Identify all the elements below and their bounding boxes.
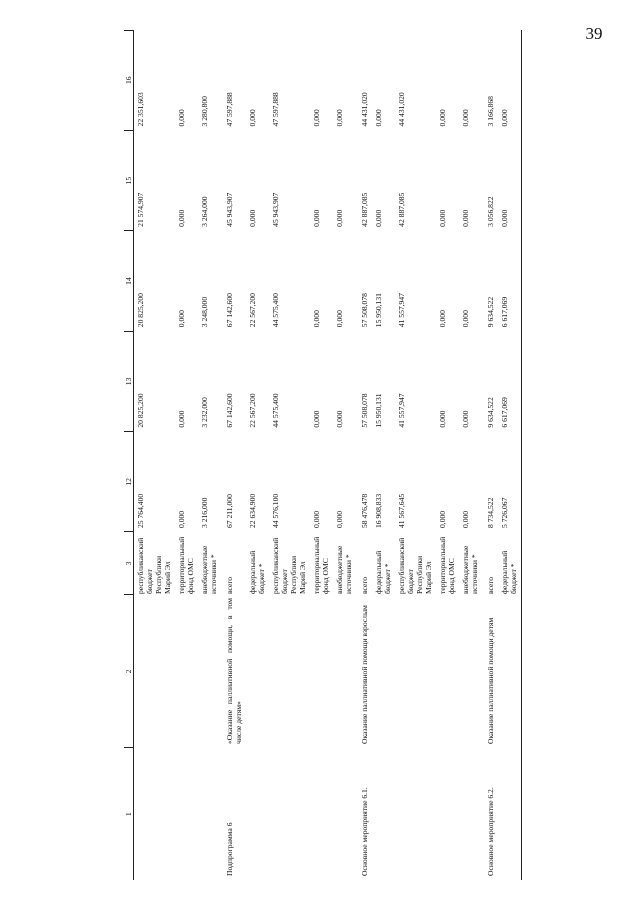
value-cell: 22 351,603 (136, 92, 145, 127)
value-cell: 47 597,888 (271, 92, 280, 127)
program-name-cell: Подпрограмма 6 (225, 822, 234, 876)
funding-source-cell: федеральный бюджет * (248, 550, 266, 594)
column-header-12: 12 (124, 432, 134, 532)
value-cell: 0,000 (312, 410, 321, 428)
program-title-cell (134, 595, 176, 748)
value-cell: 0,000 (498, 30, 522, 130)
program-name-cell (498, 748, 522, 880)
value-cell: 67 142,600 (225, 293, 234, 328)
table-row (459, 30, 482, 880)
value-cell: 3 056,822 (486, 196, 495, 227)
value-cell: 45 943,907 (225, 192, 234, 227)
table-row (198, 30, 221, 880)
value-cell: 16 908,833 (374, 493, 383, 528)
value-cell: 0,000 (177, 310, 186, 328)
value-cell: 44 576,100 (271, 493, 280, 528)
value-cell: 0,000 (498, 130, 522, 230)
value-cell: 20 825,200 (136, 293, 145, 328)
value-cell: 45 943,907 (271, 192, 280, 227)
value-cell: 0,000 (335, 410, 344, 428)
program-title-cell (175, 595, 198, 748)
funding-source-cell: внебюджетные источники * (335, 545, 353, 594)
column-header-1: 1 (124, 748, 134, 880)
value-cell: 0,000 (438, 410, 447, 428)
program-title-cell (395, 595, 436, 748)
value-cell: 67 142,600 (225, 393, 234, 428)
value-cell: 0,000 (177, 209, 186, 227)
rotated-table-container (124, 30, 611, 880)
value-cell: 0,000 (438, 310, 447, 328)
funding-source-cell: внебюджетные источники * (461, 545, 479, 594)
value-cell: 0,000 (374, 109, 383, 127)
program-title-cell: Оказание паллиативной помощи детям (486, 617, 495, 744)
value-cell: 9 634,522 (486, 296, 495, 328)
program-title-cell (372, 595, 395, 748)
value-cell: 0,000 (335, 310, 344, 328)
table-row (310, 30, 333, 880)
program-title-cell (269, 595, 310, 748)
value-cell: 57 508,078 (360, 293, 369, 328)
program-title-cell (246, 595, 269, 748)
value-cell: 44 431,020 (360, 92, 369, 127)
program-title-cell (333, 595, 356, 748)
program-name-cell (175, 748, 198, 880)
value-cell: 21 574,907 (136, 192, 145, 227)
budget-table (124, 30, 522, 880)
value-cell: 3 264,000 (200, 196, 209, 227)
table-header (124, 30, 134, 880)
funding-source-cell: всего (486, 576, 495, 594)
program-name-cell (333, 748, 356, 880)
value-cell: 0,000 (438, 510, 447, 528)
column-header-2: 2 (124, 595, 134, 748)
value-cell: 0,000 (438, 109, 447, 127)
table-row (269, 30, 310, 880)
value-cell: 3 248,000 (200, 296, 209, 328)
table-row (482, 30, 498, 880)
column-header-3: 3 (124, 532, 134, 595)
column-header-15: 15 (124, 130, 134, 230)
funding-source-cell: республиканский бюджет Республики Марий Эл (397, 537, 433, 594)
value-cell: 6 617,069 (498, 231, 522, 331)
value-cell: 47 597,888 (225, 92, 234, 127)
value-cell: 0,000 (312, 209, 321, 227)
value-cell: 5 726,067 (498, 432, 522, 532)
column-header-13: 13 (124, 331, 134, 431)
value-cell: 0,000 (335, 510, 344, 528)
program-name-cell (246, 748, 269, 880)
value-cell: 3 166,868 (486, 96, 495, 127)
funding-source-cell: республиканский бюджет Республики Марий Эл (271, 537, 307, 594)
value-cell: 0,000 (461, 209, 470, 227)
funding-source-cell: республиканский бюджет Республики Марий Эл (136, 537, 172, 594)
value-cell: 3 216,000 (200, 497, 209, 528)
value-cell: 22 634,900 (248, 493, 257, 528)
value-cell: 0,000 (374, 209, 383, 227)
value-cell: 41 557,947 (397, 293, 406, 328)
value-cell: 22 567,200 (248, 393, 257, 428)
table-row (498, 30, 522, 880)
program-name-cell (310, 748, 333, 880)
program-name-cell (395, 748, 436, 880)
funding-source-cell: внебюджетные источники * (200, 545, 218, 594)
program-name-cell (372, 748, 395, 880)
value-cell: 0,000 (248, 209, 257, 227)
value-cell: 44 575,400 (271, 393, 280, 428)
program-name-cell (436, 748, 459, 880)
value-cell: 0,000 (461, 410, 470, 428)
funding-source-cell: федеральный бюджет * (374, 550, 392, 594)
value-cell: 0,000 (177, 510, 186, 528)
program-name-cell (134, 748, 176, 880)
value-cell: 42 887,085 (397, 192, 406, 227)
value-cell: 42 887,085 (360, 192, 369, 227)
funding-source-cell: территориальный фонд ОМС (312, 536, 330, 594)
value-cell: 0,000 (312, 510, 321, 528)
value-cell: 15 950,131 (374, 293, 383, 328)
table-row (333, 30, 356, 880)
program-name-cell: Основное мероприятие 6.1. (360, 787, 369, 876)
column-header-16: 16 (124, 30, 134, 130)
program-title-cell (436, 595, 459, 748)
table-row (395, 30, 436, 880)
value-cell: 58 476,478 (360, 493, 369, 528)
table-row (356, 30, 372, 880)
value-cell: 41 567,645 (397, 493, 406, 528)
funding-source-cell: всего (225, 576, 234, 594)
value-cell: 0,000 (312, 310, 321, 328)
program-title-cell (310, 595, 333, 748)
funding-source-cell: территориальный фонд ОМС (177, 536, 195, 594)
value-cell: 0,000 (335, 209, 344, 227)
table-body (134, 30, 522, 880)
value-cell: 0,000 (461, 510, 470, 528)
table-row (372, 30, 395, 880)
program-title-cell (459, 595, 482, 748)
value-cell: 15 950,131 (374, 393, 383, 428)
value-cell: 20 825,200 (136, 393, 145, 428)
value-cell: 44 431,020 (397, 92, 406, 127)
value-cell: 44 575,400 (271, 293, 280, 328)
value-cell: 0,000 (312, 109, 321, 127)
value-cell: 9 634,522 (486, 397, 495, 428)
value-cell: 3 280,800 (200, 96, 209, 127)
program-title-cell: Оказание паллиативной помощи взрослым (360, 605, 369, 744)
value-cell: 25 764,400 (136, 493, 145, 528)
value-cell: 3 232,000 (200, 397, 209, 428)
funding-source-cell: всего (360, 576, 369, 594)
value-cell: 57 508,078 (360, 393, 369, 428)
table-row (175, 30, 198, 880)
value-cell: 0,000 (461, 310, 470, 328)
value-cell: 0,000 (248, 109, 257, 127)
value-cell: 41 557,947 (397, 393, 406, 428)
funding-source-cell: территориальный фонд ОМС (438, 536, 456, 594)
program-title-cell: «Оказание паллиативной помощи, в том числе детям» (225, 598, 243, 744)
funding-source-cell: федеральный бюджет * (498, 532, 522, 595)
table-row (246, 30, 269, 880)
value-cell: 0,000 (177, 410, 186, 428)
value-cell: 67 211,000 (225, 494, 234, 528)
table-row (436, 30, 459, 880)
program-title-cell (498, 595, 522, 748)
program-name-cell (269, 748, 310, 880)
value-cell: 0,000 (177, 109, 186, 127)
value-cell: 0,000 (461, 109, 470, 127)
program-name-cell (198, 748, 221, 880)
value-cell: 0,000 (438, 209, 447, 227)
value-cell: 8 734,522 (486, 497, 495, 528)
program-name-cell: Основное мероприятие 6.2. (486, 787, 495, 876)
value-cell: 22 567,200 (248, 293, 257, 328)
program-name-cell (459, 748, 482, 880)
page-number: 39 (585, 24, 603, 43)
program-title-cell (198, 595, 221, 748)
value-cell: 0,000 (335, 109, 344, 127)
table-row (134, 30, 176, 880)
table-row (221, 30, 246, 880)
value-cell: 6 617,069 (498, 331, 522, 431)
column-header-14: 14 (124, 231, 134, 331)
